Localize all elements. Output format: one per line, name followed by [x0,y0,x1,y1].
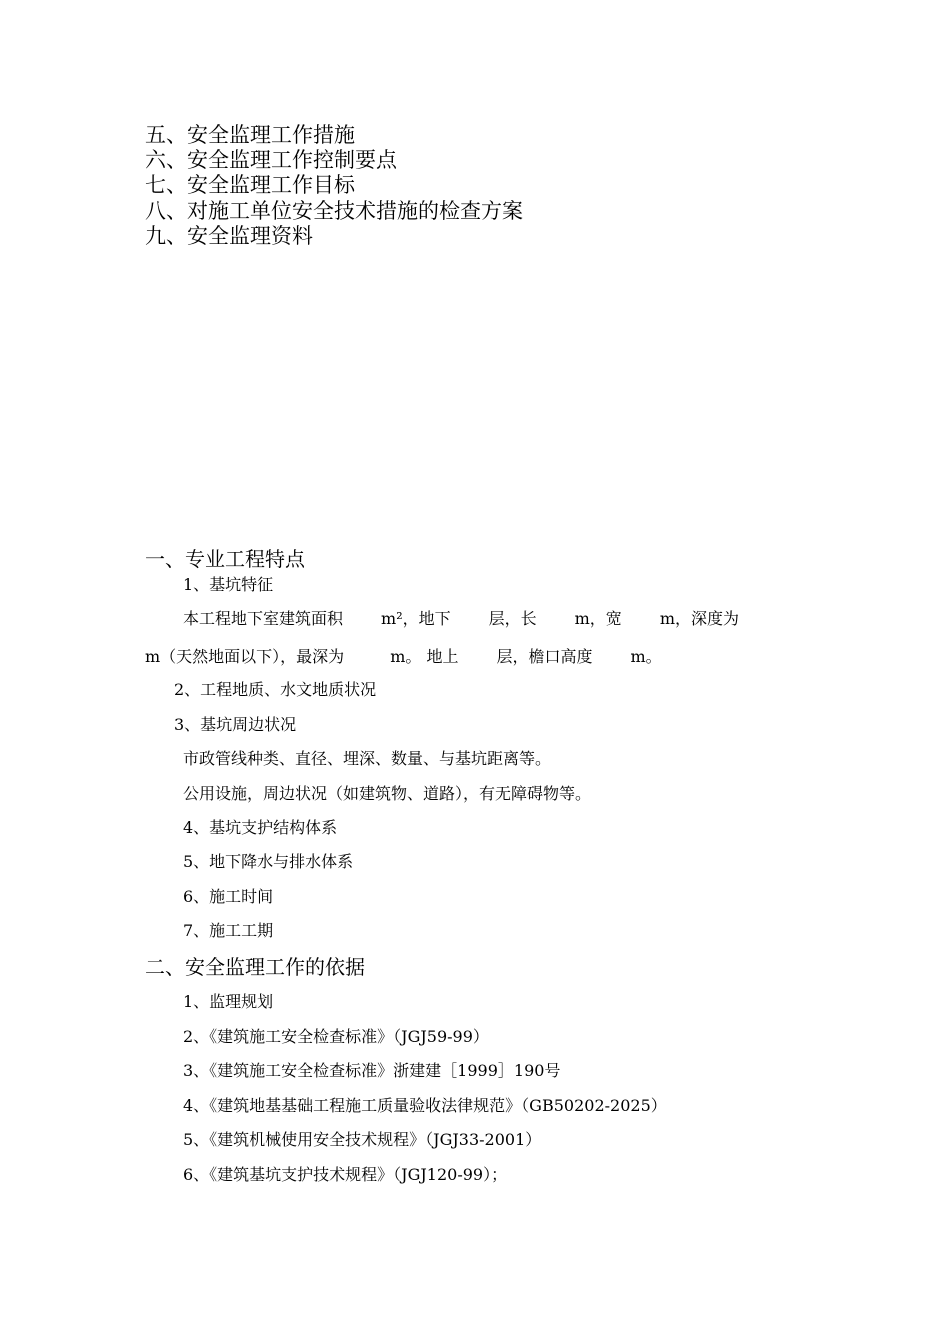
para1-part-b: m²，地下 [381,609,451,628]
section-1-heading: 一、专业工程特点 [145,547,305,571]
para1-part-c: 层，长 [488,609,537,628]
basis-item-4: 4、《建筑地基基础工程施工质量验收法律规范》（GB50202-2025） [183,1096,667,1115]
basis-item-1: 1、监理规划 [183,992,274,1011]
sub-item-5: 5、地下降水与排水体系 [183,852,354,871]
sub-item-6: 6、施工时间 [183,887,274,906]
paragraph-basement-dimensions [183,611,739,627]
toc-item-6: 六、安全监理工作控制要点 [145,148,397,172]
para2-part-b: m。 地上 [390,647,459,666]
sub-item-7: 7、施工工期 [183,921,274,940]
sub-item-2: 2、工程地质、水文地质状况 [174,680,377,699]
para2-part-d: m。 [630,647,662,666]
sub-item-1: 1、基坑特征 [183,575,274,594]
basis-item-6: 6、《建筑基坑支护技术规程》（JGJ120-99）； [183,1165,508,1184]
section-2-heading: 二、安全监理工作的依据 [145,955,365,979]
toc-item-5: 五、安全监理工作措施 [145,123,355,147]
para1-part-e: m，深度为 [659,609,739,628]
para2-part-c: 层，檐口高度 [496,647,593,666]
basis-item-2: 2、《建筑施工安全检查标准》（JGJ59-99） [183,1027,489,1046]
toc-item-7: 七、安全监理工作目标 [145,173,355,197]
basis-item-5: 5、《建筑机械使用安全技术规程》（JGJ33-2001） [183,1130,542,1149]
toc-item-9: 九、安全监理资料 [145,224,313,248]
paragraph-municipal-pipelines: 市政管线种类、直径、埋深、数量、与基坑距离等。 [183,749,552,768]
paragraph-depth-height [145,649,662,665]
para1-part-a: 本工程地下室建筑面积 [183,609,344,628]
toc-item-8: 八、对施工单位安全技术措施的检查方案 [145,199,523,223]
paragraph-public-facilities: 公用设施，周边状况（如建筑物、道路），有无障碍物等。 [183,784,592,803]
basis-item-3: 3、《建筑施工安全检查标准》浙建建［1999］190号 [183,1061,561,1080]
para1-part-d: m，宽 [574,609,622,628]
para2-part-a: m（天然地面以下），最深为 [145,647,345,666]
sub-item-3: 3、基坑周边状况 [174,715,297,734]
sub-item-4: 4、基坑支护结构体系 [183,818,338,837]
